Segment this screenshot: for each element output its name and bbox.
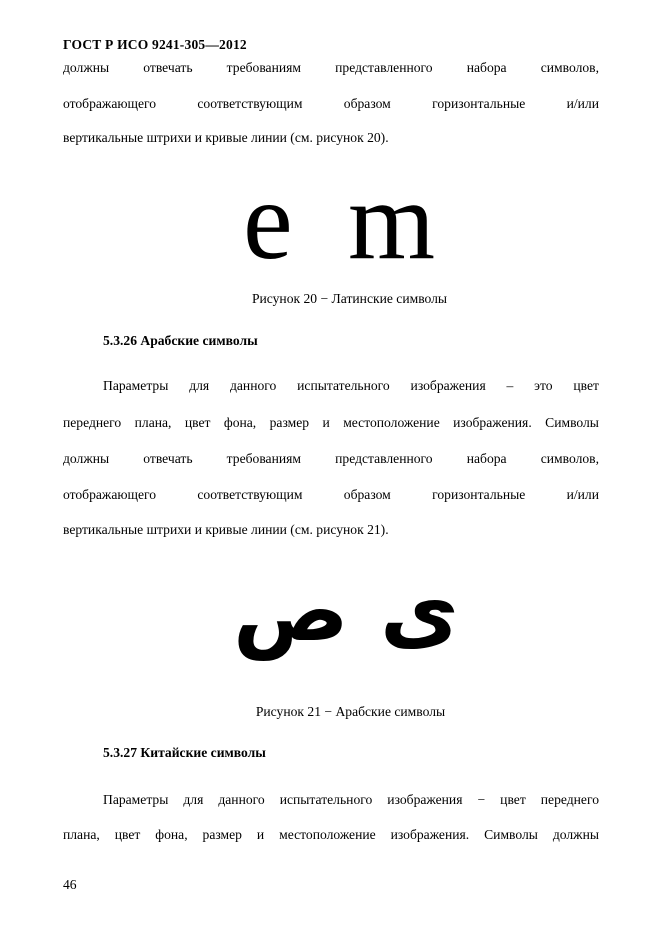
paragraph-line: [103, 792, 599, 808]
word: представленного: [335, 451, 433, 466]
word: отвечать: [143, 60, 193, 75]
word: отображающего: [63, 487, 157, 502]
word: цвет: [184, 415, 211, 430]
word: данного: [229, 378, 277, 393]
word: соответствующим: [197, 487, 303, 502]
paragraph-line: [63, 415, 599, 431]
word: переднего: [540, 792, 599, 807]
document-header: ГОСТ Р ИСО 9241-305—2012: [63, 37, 247, 52]
word: размер: [269, 415, 310, 430]
word: и: [322, 415, 330, 430]
word: и: [256, 827, 265, 842]
paragraph-line: вертикальные штрихи и кривые линии (см. рисунок 20).: [63, 130, 389, 145]
word: данного: [218, 792, 265, 807]
word: требованиям: [226, 60, 301, 75]
word: размер: [202, 827, 242, 842]
word: отображающего: [63, 96, 157, 111]
word: фона,: [155, 827, 188, 842]
paragraph-line: [63, 96, 599, 112]
word: плана,: [63, 827, 100, 842]
word: Символы: [484, 827, 538, 842]
word: изображения: [410, 378, 486, 393]
word: для: [183, 792, 204, 807]
word: должны: [552, 827, 599, 842]
word: символов,: [540, 451, 599, 466]
word: набора: [466, 60, 507, 75]
page-number: 46: [63, 877, 77, 892]
latin-glyph-m: m: [348, 159, 436, 283]
word: горизонтальные: [432, 487, 526, 502]
word: цвет: [573, 378, 599, 393]
paragraph-line: [63, 60, 599, 76]
word: отвечать: [143, 451, 193, 466]
word: и/или: [566, 96, 599, 111]
word: для: [189, 378, 210, 393]
word: образом: [343, 487, 391, 502]
word: должны: [63, 60, 110, 75]
section-heading: 5.3.27 Китайские символы: [103, 745, 266, 760]
word: Параметры: [103, 792, 169, 807]
word: изображения.: [390, 827, 470, 842]
word: местоположение: [279, 827, 376, 842]
word: символов,: [540, 60, 599, 75]
word: Символы: [545, 415, 599, 430]
word: плана,: [134, 415, 172, 430]
arabic-glyph-alef-maksura: ى: [380, 561, 459, 661]
word: цвет: [114, 827, 141, 842]
latin-glyph-e: e: [243, 159, 293, 283]
word: представленного: [335, 60, 433, 75]
word: испытательного: [297, 378, 390, 393]
word: фона,: [223, 415, 257, 430]
word: образом: [343, 96, 391, 111]
word: это: [534, 378, 553, 393]
word: требованиям: [226, 451, 301, 466]
word: набора: [466, 451, 507, 466]
word: испытательного: [279, 792, 373, 807]
paragraph-line: [63, 487, 599, 503]
arabic-glyph-sad: ص: [233, 561, 349, 661]
word: изображения: [387, 792, 463, 807]
paragraph-line: [103, 378, 599, 394]
section-heading: 5.3.26 Арабские символы: [103, 333, 258, 348]
word: местоположение: [343, 415, 440, 430]
word: −: [477, 792, 486, 807]
word: и/или: [566, 487, 599, 502]
word: переднего: [63, 415, 122, 430]
word: соответствующим: [197, 96, 303, 111]
word: цвет: [500, 792, 526, 807]
word: Параметры: [103, 378, 169, 393]
paragraph-line: [63, 451, 599, 467]
paragraph-line: [63, 827, 599, 843]
figure-caption: Рисунок 20 − Латинские символы: [251, 291, 448, 306]
paragraph-line: вертикальные штрихи и кривые линии (см. рисунок 21).: [63, 522, 389, 537]
word: изображения.: [453, 415, 532, 430]
word: –: [506, 378, 514, 393]
word: горизонтальные: [432, 96, 526, 111]
figure-caption: Рисунок 21 − Арабские символы: [255, 704, 446, 719]
word: должны: [63, 451, 110, 466]
